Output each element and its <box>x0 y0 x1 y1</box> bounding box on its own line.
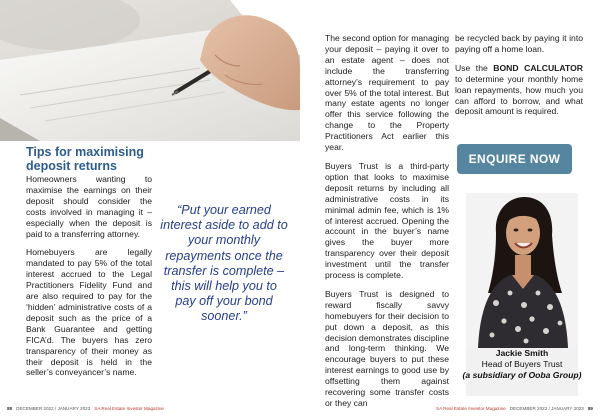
profile-card <box>462 193 582 396</box>
bond-calculator-description: to determine your monthly home loan repayments, how much you can afford to borrow, and what deposit amount is required. <box>455 73 583 117</box>
middle-paragraph-1: The second option for managing your deposit – paying it over to an estate agent – does not include the transferring attorney’s requirement to pay over 5% of the total interest. But many estate agents no longer offer this service following the change to the Property Practitioners Act earlier this year. <box>325 33 449 153</box>
profile-role: Head of Buyers Trust <box>481 359 563 369</box>
footer-magazine-right: SA Real Estate Investor Magazine <box>436 406 506 411</box>
footer-right <box>436 406 593 412</box>
middle-paragraph-3: Buyers Trust is designed to reward fiscally savvy homebuyers for their decision to put down a deposit, as this decision demonstrates discipline and long-term thinking. We encourage buyers to put these interest earnings to good use by offsetting them against recovering some transfer costs or they can <box>325 288 449 408</box>
writing-hand-photo <box>0 0 300 141</box>
footer-date-right: DECEMBER 2022 / JANUARY 2023 <box>509 406 584 411</box>
tips-heading <box>26 145 206 173</box>
writing-hand-illustration <box>0 0 300 141</box>
portrait-photo <box>466 193 578 348</box>
right-column <box>455 33 583 125</box>
footer-date-left: DECEMBER 2022 / JANUARY 2023 <box>16 406 91 411</box>
middle-column <box>325 33 449 417</box>
middle-paragraph-2: Buyers Trust is a third-party option that looks to maximise deposit returns by including all administrative costs in its minimal admin fee, which is 1% of interest accrued. Opening the account in the buyer’s name gives the buyer more transparency over their deposit investment until the transfer process is complete. <box>325 160 449 281</box>
tips-heading-line1: Tips for maximising <box>26 145 144 159</box>
right-paragraph-2 <box>455 63 583 118</box>
tips-heading-line2: deposit returns <box>26 159 117 173</box>
enquire-now-button[interactable]: ENQUIRE NOW <box>457 144 572 174</box>
bond-calculator-link[interactable]: BOND CALCULATOR <box>493 62 583 73</box>
bond-calculator-intro: Use the <box>455 62 494 73</box>
page-number-left: 88 <box>7 406 13 411</box>
left-column <box>26 174 152 386</box>
left-paragraph-1: Homeowners wanting to maximise the earnings on their deposit should consider the costs involved in managing it – especially when the deposit is paid to a transferring attorney. <box>26 174 152 239</box>
profile-name: Jackie Smith <box>495 348 549 358</box>
right-paragraph-1: be recycled back by paying it into paying off a home loan. <box>455 33 583 54</box>
portrait-illustration <box>466 193 578 348</box>
page-number-right: 89 <box>587 406 593 411</box>
footer-left <box>7 406 164 412</box>
profile-subsidiary: (a subsidiary of Ooba Group) <box>462 370 582 380</box>
pull-quote: “Put your earned interest aside to add to your monthly repayments once the transfer is complete – this will help you to pay off your bond sooner.” <box>160 203 288 324</box>
left-paragraph-2: Homebuyers are legally mandated to pay 5% of the total interest accrued to the Legal Practitioners Fidelity Fund and are also required to pay for the ‘hidden’ administrative costs of a deposit such as the price of a Bank Guarantee and getting FICA’d. The buyers has zero transparency of their money as their deposit is held in the seller’s conveyancer’s name. <box>26 247 152 378</box>
footer-magazine-left: SA Real Estate Investor Magazine <box>94 406 164 411</box>
